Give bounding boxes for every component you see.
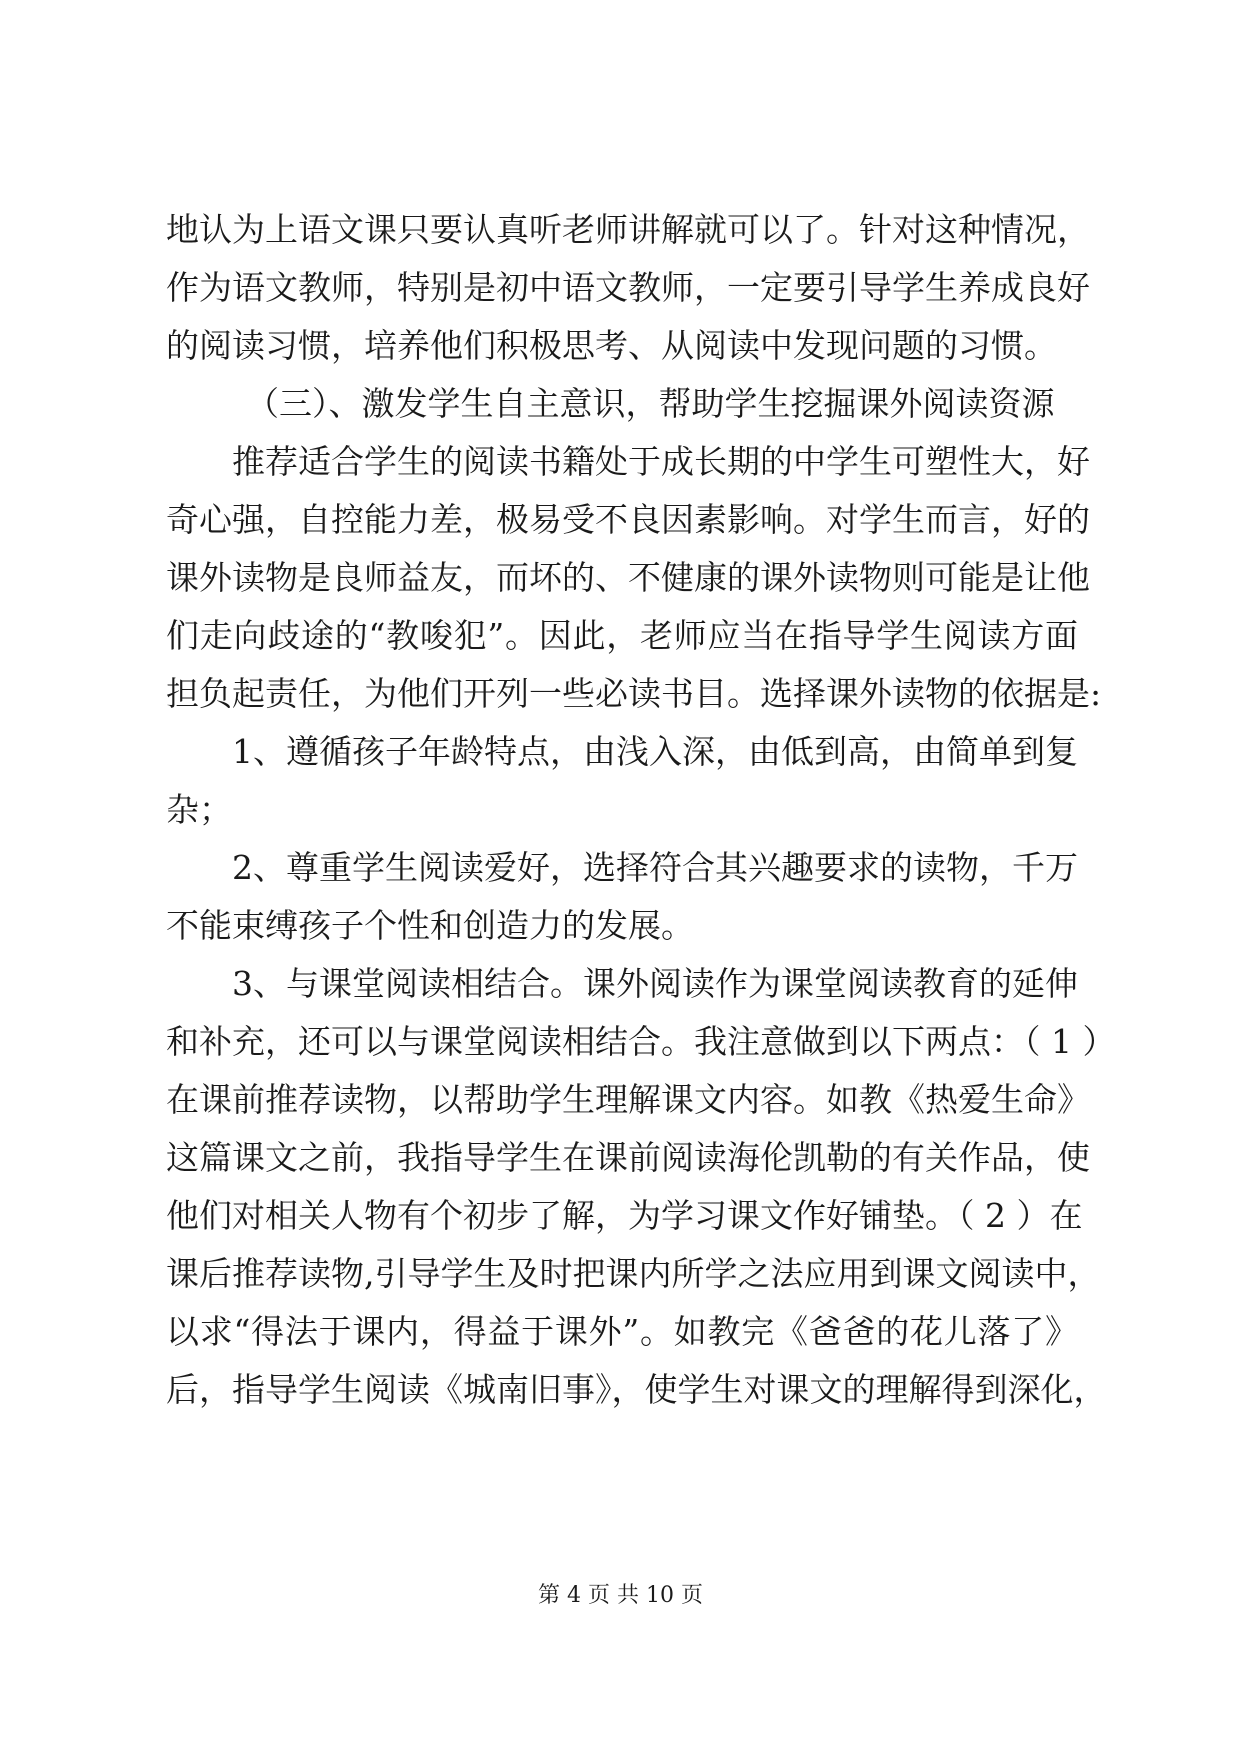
text-line: 作为语文教师，特别是初中语文教师，一定要引导学生养成良好 [166, 268, 1090, 307]
text-line: 他们对相关人物有个初步了解，为学习课文作好铺垫。（ 2 ）在 [166, 1196, 1083, 1235]
list-item-line: 3、与课堂阅读相结合。课外阅读作为课堂阅读教育的延伸 [232, 964, 1078, 1003]
text-line: 推荐适合学生的阅读书籍处于成长期的中学生可塑性大，好 [232, 442, 1090, 481]
section-heading: （三）、激发学生自主意识，帮助学生挖掘课外阅读资源 [246, 384, 1055, 423]
text-line: 杂； [166, 790, 232, 829]
text-line: 在课前推荐读物，以帮助学生理解课文内容。如教《热爱生命》 [166, 1080, 1090, 1119]
text-line: 后，指导学生阅读《城南旧事》，使学生对课文的理解得到深化， [166, 1370, 1107, 1409]
list-item-line: 1、遵循孩子年龄特点，由浅入深，由低到高，由简单到复 [232, 732, 1078, 771]
page-number-footer: 第 4 页 共 10 页 [538, 1583, 703, 1608]
text-line: 这篇课文之前，我指导学生在课前阅读海伦凯勒的有关作品，使 [166, 1138, 1090, 1177]
text-line: 们走向歧途的“教唆犯”。因此，老师应当在指导学生阅读方面 [166, 616, 1078, 655]
text-line: 课后推荐读物,引导学生及时把课内所学之法应用到课文阅读中， [166, 1254, 1101, 1293]
text-line: 奇心强，自控能力差，极易受不良因素影响。对学生而言，好的 [166, 500, 1090, 539]
text-line: 和补充，还可以与课堂阅读相结合。我注意做到以下两点：（ 1 ） [166, 1022, 1116, 1061]
text-line: 担负起责任，为他们开列一些必读书目。选择课外读物的依据是: [166, 674, 1102, 713]
text-line: 的阅读习惯，培养他们积极思考、从阅读中发现问题的习惯。 [166, 326, 1057, 365]
text-line: 不能束缚孩子个性和创造力的发展。 [166, 906, 694, 945]
text-line: 课外读物是良师益友，而坏的、不健康的课外读物则可能是让他 [166, 558, 1090, 597]
text-line: 以求“得法于课内，得益于课外”。如教完《爸爸的花儿落了》 [166, 1312, 1078, 1351]
text-line: 地认为上语文课只要认真听老师讲解就可以了。针对这种情况， [166, 210, 1090, 249]
list-item-line: 2、尊重学生阅读爱好，选择符合其兴趣要求的读物，千万 [232, 848, 1078, 887]
